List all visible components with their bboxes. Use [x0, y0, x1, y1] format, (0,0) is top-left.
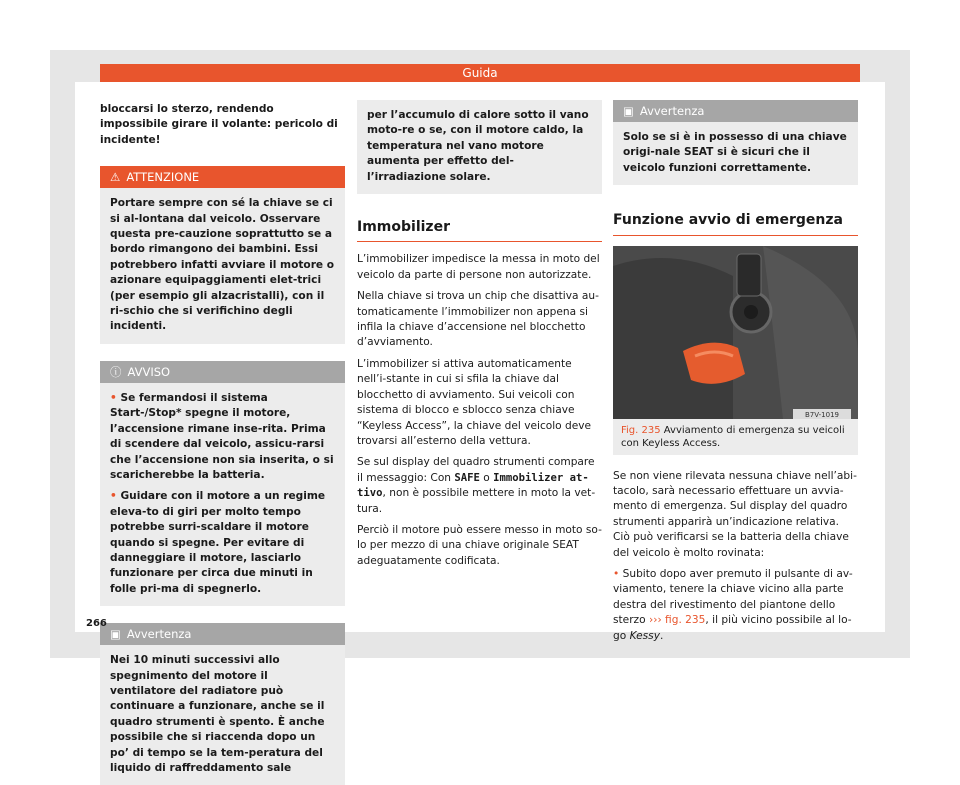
safe-message: SAFE [454, 471, 480, 484]
emergency-p1: Se non viene rilevata nessuna chiave nell’abi-tacolo, sarà necessario effettuare un avvia-mento di emergenza. Sul display del quadro strumenti apparirà un’indicazione relativa. Ciò può verificarsi se la batteria della chiave del veicolo è molto rovinata: [613, 469, 857, 559]
avviso-title: AVVISO [127, 364, 171, 379]
note-icon: ▣ [110, 627, 121, 642]
immobilizer-p4: Se sul display del quadro strumenti compare il messaggio: Con SAFE o Immobilizer at-tivo, non è possibile mettere in moto la vet-tura. [357, 456, 596, 515]
figure-235-image [613, 246, 858, 419]
immobilizer-p5: Perciò il motore può essere messo in moto so-lo per mezzo di una chiave originale SEAT adeguatamente codificata. [357, 523, 602, 567]
column-2 [357, 100, 602, 575]
note-box-2 [613, 100, 858, 185]
warning-triangle-icon: ⚠ [110, 170, 121, 185]
avviso-body [100, 383, 345, 606]
immobilizer-p3: L’immobilizer si attiva automaticamente nell’i-stante in cui si sfila la chiave dal blocchetto di avviamento. Sui veicoli con sistema di blocco e sblocco senza chiave “Keyless Access”, la chiave del veicolo deve trovarsi all’esterno della vettura. [357, 357, 592, 447]
kessy-logo-text: Kessy [629, 629, 660, 642]
bullet-icon: • [110, 391, 121, 404]
immobilizer-p2: Nella chiave si trova un chip che disattiva au-tomaticamente l’immobilizer non appena si infila la chiave d’accensione nel blocchetto d’avviamento. [357, 290, 599, 349]
caption-figure-number: Fig. 235 [621, 424, 661, 436]
note-title-2: Avvertenza [639, 104, 705, 118]
column-3 [613, 100, 858, 650]
immobilizer-p1: L’immobilizer impedisce la messa in moto del veicolo da parte di persone non autorizzate. [357, 253, 600, 281]
section-title-emergency-start: Funzione avvio di emergenza [613, 213, 858, 235]
figure-reference-link[interactable]: ››› fig. 235 [648, 614, 706, 627]
figure-code: B7V-1019 [805, 410, 839, 419]
attention-box [100, 166, 345, 344]
emergency-bullet: • Subito dopo aver premuto il pulsante di av-viamento, tenere la chiave vicino alla parte destra del rivestimento del piantone dello sterzo ››› fig. 235, il più vicino possibile al lo-go Kessy. [613, 568, 853, 642]
note-text-2: Solo se si è in possesso di una chiave origi-nale SEAT si è sicuri che il veicolo funzioni correttamente. [623, 131, 847, 174]
attention-body [100, 188, 345, 344]
attention-text: Portare sempre con sé la chiave se ci si al-lontana dal veicolo. Osservare questa pre-cauzione soprattutto se a bordo rimangono dei bambini. Essi potrebbero infatti avviare il motore o azionare equipaggiamenti elet-trici (per esempio gli alzacristalli), con il ri-schio che si verifichino degli incidenti. [110, 197, 335, 333]
caption-text: Avviamento di emergenza su veicoli con Keyless Access. [621, 424, 845, 449]
note-continued-text: per l’accumulo di calore sotto il vano moto-re o se, con il motore caldo, la temperatura nel vano motore aumenta per effetto del-l’irradiazione solare. [367, 109, 589, 183]
note-body-2 [613, 122, 858, 185]
avviso-header [100, 361, 345, 383]
section-title-immobilizer: Immobilizer [357, 220, 602, 242]
note-text-1: Nei 10 minuti successivi allo spegnimento del motore il ventilatore del radiatore può continuare a funzionare, anche se il quadro strumenti è spento. È anche possibile che si riaccenda dopo un po’ di tempo se la tem-peratura del liquido di raffreddamento sale [110, 654, 325, 774]
note-box-1 [100, 623, 345, 785]
note-icon: ▣ [623, 104, 634, 118]
page-number: 266 [86, 618, 107, 629]
avviso-box [100, 361, 345, 606]
avviso-bullet-2: • Guidare con il motore a un regime eleva-to di giri per molto tempo potrebbe surri-scaldare il motore quando si spegne. Per evitare di danneggiare il motore, lasciarlo funzionare per circa due minuti in folle pri-ma di spegnerlo. [110, 490, 326, 595]
immobilizer-message: Immobilizer at-tivo [357, 471, 589, 500]
attention-header [100, 166, 345, 188]
note-continued [357, 100, 602, 194]
attention-title: ATTENZIONE [126, 170, 200, 185]
info-circle-icon: ⓘ [110, 364, 122, 379]
page-header: Guida [100, 64, 860, 82]
avviso-bullet-1: • Se fermandosi il sistema Start-/Stop* spegne il motore, l’accensione rimane inse-rita. Prima di scendere dal veicolo, assicu-rarsi che l’accensione non sia inserita, o si scaricherebbe la batteria. [110, 391, 334, 481]
bullet-icon: • [110, 490, 121, 503]
steering-column-illustration [613, 246, 858, 419]
bullet-icon: • [613, 568, 623, 581]
immobilizer-text [357, 252, 602, 569]
note-header-2 [613, 100, 858, 122]
column-1 [100, 102, 345, 785]
figure-caption [613, 419, 858, 455]
emergency-text [613, 469, 858, 644]
note-header-1 [100, 623, 345, 645]
note-body-1 [100, 645, 345, 785]
note-title-1: Avvertenza [126, 627, 192, 642]
intro-text: bloccarsi lo sterzo, rendendo impossibile girare il volante: pericolo di incidente! [100, 103, 338, 146]
page-content [75, 82, 885, 774]
